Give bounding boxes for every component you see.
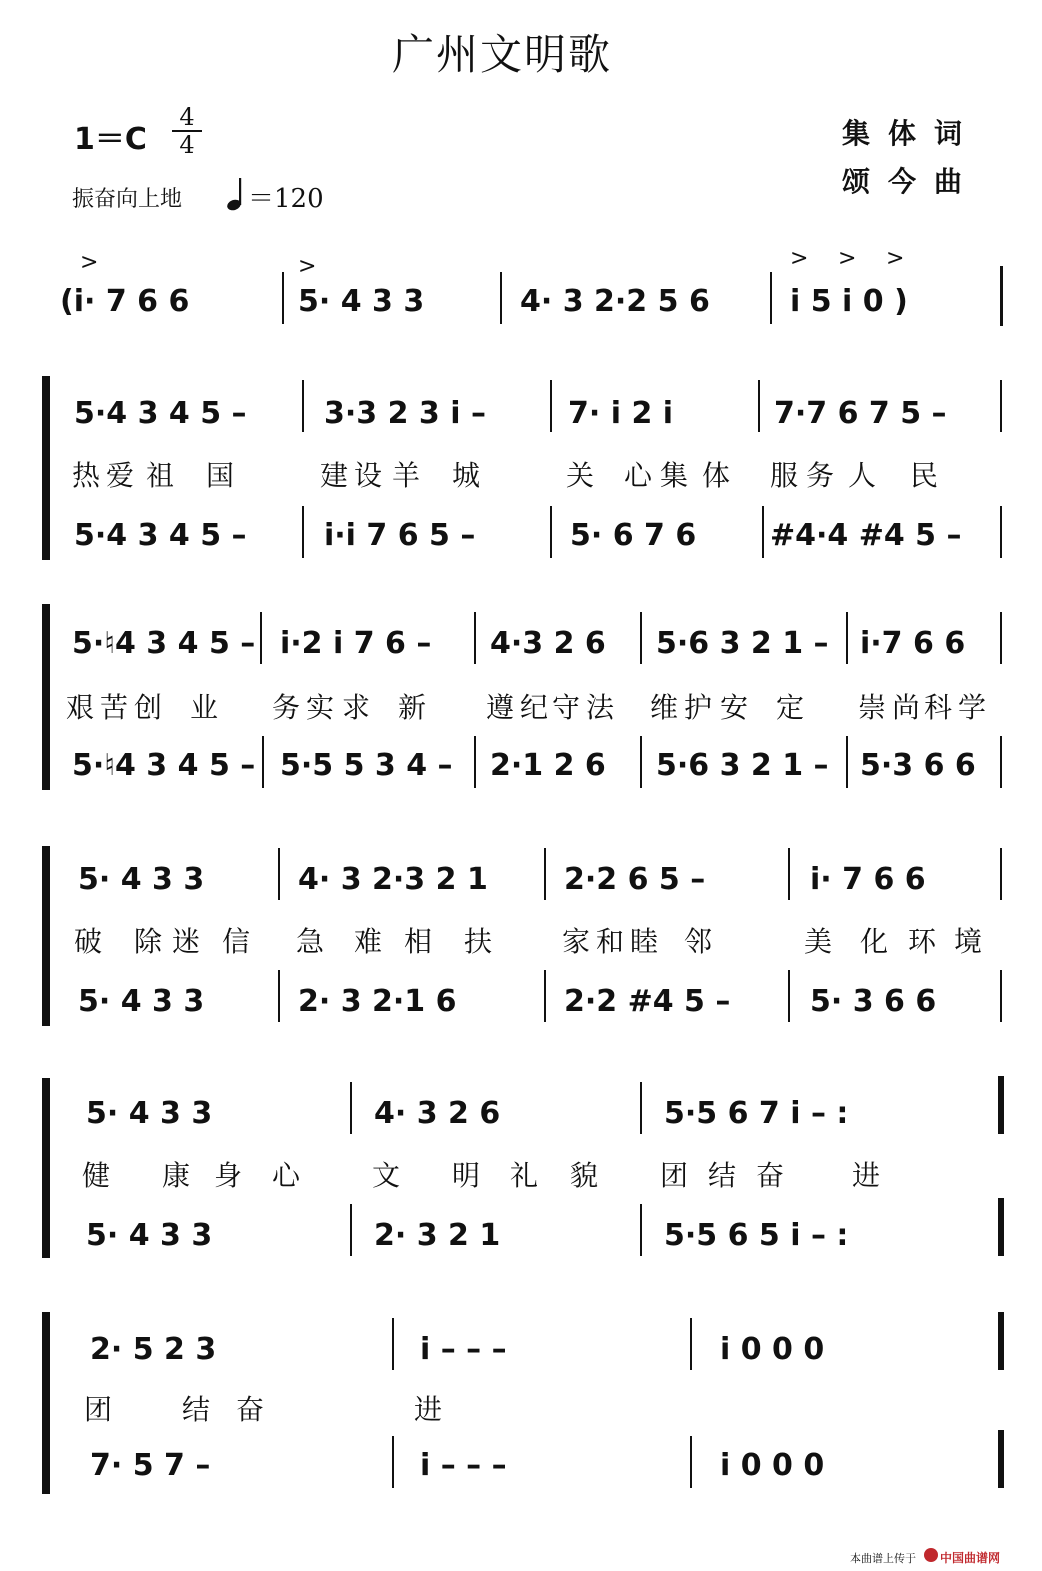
lyric: 创 xyxy=(134,691,163,724)
bar-line xyxy=(278,848,280,900)
site-logo-icon xyxy=(924,1548,938,1562)
bar-line xyxy=(690,1318,692,1370)
lyric: 崇 xyxy=(858,691,887,724)
final-bar-line xyxy=(998,1198,1004,1256)
lyric: 务 xyxy=(272,691,301,724)
measure: 5·6 3 2 1 – xyxy=(656,626,829,661)
lyric: 心 xyxy=(624,459,653,492)
bar-line xyxy=(544,848,546,900)
system-bracket xyxy=(42,376,50,560)
lyric: 貌 xyxy=(570,1159,599,1192)
measure: 3·3 2 3 i – xyxy=(324,396,486,431)
measure: i·i 7 6 5 – xyxy=(324,518,476,553)
measure: 5·5 6 7 i – : xyxy=(664,1096,849,1131)
accent-icon: > xyxy=(298,254,317,279)
lyric: 相 xyxy=(404,925,433,958)
bar-line xyxy=(788,970,790,1022)
lyric: 境 xyxy=(954,925,983,958)
bar-line xyxy=(846,736,848,788)
system-bracket xyxy=(42,1312,50,1494)
lyric: 文 xyxy=(372,1159,401,1192)
lyric: 除 xyxy=(134,925,163,958)
accent-icon: > xyxy=(838,246,857,271)
bar-line xyxy=(350,1082,352,1134)
measure: i – – – xyxy=(420,1448,507,1483)
measure: 4· 3 2·3 2 1 xyxy=(298,862,488,897)
lyric: 明 xyxy=(452,1159,481,1192)
measure: 5·♮4 3 4 5 – xyxy=(72,748,256,783)
lyric: 迷 xyxy=(172,925,201,958)
lyric: 体 xyxy=(702,459,731,492)
lyric: 遵 xyxy=(486,691,515,724)
lyric: 人 xyxy=(848,459,877,492)
bar-line xyxy=(640,612,642,664)
tempo-marking: 振奋向上地 xyxy=(72,187,183,212)
composer-credit: 颂今曲 xyxy=(842,165,981,198)
measure: 5·4 3 4 5 – xyxy=(74,518,247,553)
final-bar-line xyxy=(998,1076,1004,1134)
lyric: 学 xyxy=(958,691,987,724)
measure: (i· 7 6 6 xyxy=(60,284,190,319)
lyric: 设 xyxy=(354,459,383,492)
measure: 5· 3 6 6 xyxy=(810,984,937,1019)
lyric: 祖 xyxy=(146,459,175,492)
bar-line xyxy=(282,272,284,324)
measure: 7· 5 7 – xyxy=(90,1448,211,1483)
measure: 5·5 6 5 i – : xyxy=(664,1218,849,1253)
bar-line xyxy=(758,380,760,432)
bar-line xyxy=(640,1082,642,1134)
measure: 7·7 6 7 5 – xyxy=(774,396,947,431)
lyric: 法 xyxy=(586,691,615,724)
measure: 2· 3 2 1 xyxy=(374,1218,501,1253)
measure: 5·5 5 3 4 – xyxy=(280,748,453,783)
measure: i· 7 6 6 xyxy=(810,862,926,897)
bar-line xyxy=(302,380,304,432)
final-bar-line xyxy=(998,1430,1004,1488)
measure: 5· 4 3 3 xyxy=(78,984,205,1019)
lyric: 结 xyxy=(182,1393,211,1426)
measure: i·2 i 7 6 – xyxy=(280,626,432,661)
bar-line xyxy=(640,1204,642,1256)
lyric: 信 xyxy=(222,925,251,958)
lyric: 心 xyxy=(272,1159,301,1192)
lyric: 破 xyxy=(74,925,103,958)
measure: i – – – xyxy=(420,1332,507,1367)
lyric: 守 xyxy=(552,691,581,724)
lyricist-credit: 集体词 xyxy=(842,117,981,150)
lyric: 团 xyxy=(660,1159,689,1192)
time-signature-top: 4 xyxy=(179,103,195,131)
bar-line xyxy=(788,848,790,900)
lyric: 民 xyxy=(910,459,939,492)
footer-upload-text: 本曲谱上传于 xyxy=(850,1552,916,1565)
lyric: 科 xyxy=(924,691,953,724)
lyric: 苦 xyxy=(100,691,129,724)
lyric: 环 xyxy=(908,925,937,958)
bar-line xyxy=(302,506,304,558)
bar-line xyxy=(474,736,476,788)
lyric: 实 xyxy=(306,691,335,724)
measure: 5·6 3 2 1 – xyxy=(656,748,829,783)
lyric: 和 xyxy=(596,925,625,958)
lyric: 护 xyxy=(684,691,713,724)
lyric: 羊 xyxy=(392,459,421,492)
measure: i 0 0 0 xyxy=(720,1332,825,1367)
measure: 4· 3 2·2 5 6 xyxy=(520,284,710,319)
final-bar-line xyxy=(998,1312,1004,1370)
lyric: 急 xyxy=(296,925,325,958)
lyric: 维 xyxy=(650,691,679,724)
bar-line xyxy=(392,1436,394,1488)
measure: 4· 3 2 6 xyxy=(374,1096,501,1131)
bar-line xyxy=(1000,848,1002,900)
lyric: 集 xyxy=(660,459,689,492)
measure: i·7 6 6 xyxy=(860,626,966,661)
lyric: 定 xyxy=(776,691,805,724)
bar-line xyxy=(260,612,262,664)
bar-line xyxy=(770,272,772,324)
bar-line xyxy=(392,1318,394,1370)
bar-line xyxy=(1000,970,1002,1022)
bar-line xyxy=(846,612,848,664)
measure: 5·3 6 6 xyxy=(860,748,976,783)
bar-line xyxy=(474,612,476,664)
accent-icon: > xyxy=(80,250,99,275)
measure: 4·3 2 6 xyxy=(490,626,606,661)
lyric: 康 xyxy=(162,1159,191,1192)
bar-line xyxy=(262,736,264,788)
lyric: 服 xyxy=(770,459,799,492)
quarter-note-icon xyxy=(226,176,246,216)
lyric: 纪 xyxy=(520,691,549,724)
bar-line xyxy=(640,736,642,788)
measure: 5·4 3 4 5 – xyxy=(74,396,247,431)
system-bracket xyxy=(42,1078,50,1258)
bar-line xyxy=(550,506,552,558)
bar-line xyxy=(1000,736,1002,788)
bar-line xyxy=(350,1204,352,1256)
measure: 2·2 6 5 – xyxy=(564,862,706,897)
accent-icon: > xyxy=(886,246,905,271)
time-signature-bottom: 4 xyxy=(179,131,195,159)
measure: i 5 i 0 ) xyxy=(790,284,908,319)
lyric: 美 xyxy=(804,925,833,958)
bar-line xyxy=(500,272,502,324)
measure: 2·2 #4 5 – xyxy=(564,984,731,1019)
measure: 5· 6 7 6 xyxy=(570,518,697,553)
system-bracket xyxy=(42,604,50,790)
lyric: 健 xyxy=(82,1159,111,1192)
accent-icon: > xyxy=(790,246,809,271)
measure: #4·4 #4 5 – xyxy=(770,518,962,553)
lyric: 新 xyxy=(398,691,427,724)
key-signature: 1＝C xyxy=(74,122,147,157)
system-bracket xyxy=(42,846,50,1026)
time-signature xyxy=(172,103,202,159)
measure: 5· 4 3 3 xyxy=(86,1218,213,1253)
lyric: 艰 xyxy=(66,691,95,724)
bar-line xyxy=(1000,266,1003,326)
bar-line xyxy=(690,1436,692,1488)
lyric: 求 xyxy=(342,691,371,724)
bar-line xyxy=(1000,380,1002,432)
measure: 5· 4 3 3 xyxy=(298,284,425,319)
lyric: 化 xyxy=(860,925,889,958)
measure: 2·1 2 6 xyxy=(490,748,606,783)
bar-line xyxy=(762,506,764,558)
bar-line xyxy=(1000,506,1002,558)
page-title: 广州文明歌 xyxy=(392,30,613,79)
lyric: 安 xyxy=(720,691,749,724)
measure: i 0 0 0 xyxy=(720,1448,825,1483)
lyric: 进 xyxy=(852,1159,881,1192)
lyric: 进 xyxy=(414,1393,443,1426)
lyric: 扶 xyxy=(464,925,493,958)
bar-line xyxy=(278,970,280,1022)
measure: 7· i 2 i xyxy=(568,396,674,431)
lyric: 务 xyxy=(806,459,835,492)
lyric: 身 xyxy=(214,1159,243,1192)
bar-line xyxy=(1000,612,1002,664)
footer-logo[interactable]: 中国曲谱网 xyxy=(940,1551,1001,1565)
lyric: 城 xyxy=(452,459,481,492)
lyric: 尚 xyxy=(892,691,921,724)
lyric: 国 xyxy=(206,459,235,492)
tempo-bpm: ＝120 xyxy=(248,184,324,214)
lyric: 礼 xyxy=(510,1159,539,1192)
lyric: 爱 xyxy=(106,459,135,492)
lyric: 团 xyxy=(84,1393,113,1426)
measure: 5· 4 3 3 xyxy=(78,862,205,897)
measure: 5· 4 3 3 xyxy=(86,1096,213,1131)
lyric: 家 xyxy=(562,925,591,958)
measure: 2· 3 2·1 6 xyxy=(298,984,457,1019)
measure: 5·♮4 3 4 5 – xyxy=(72,626,256,661)
lyric: 关 xyxy=(566,459,595,492)
lyric: 难 xyxy=(354,925,383,958)
bar-line xyxy=(550,380,552,432)
measure: 2· 5 2 3 xyxy=(90,1332,217,1367)
lyric: 业 xyxy=(190,691,219,724)
lyric: 建 xyxy=(320,459,349,492)
lyric: 热 xyxy=(72,459,101,492)
lyric: 奋 xyxy=(236,1393,265,1426)
lyric: 睦 xyxy=(630,925,659,958)
lyric: 结 xyxy=(708,1159,737,1192)
bar-line xyxy=(544,970,546,1022)
lyric: 邻 xyxy=(684,925,713,958)
lyric: 奋 xyxy=(756,1159,785,1192)
